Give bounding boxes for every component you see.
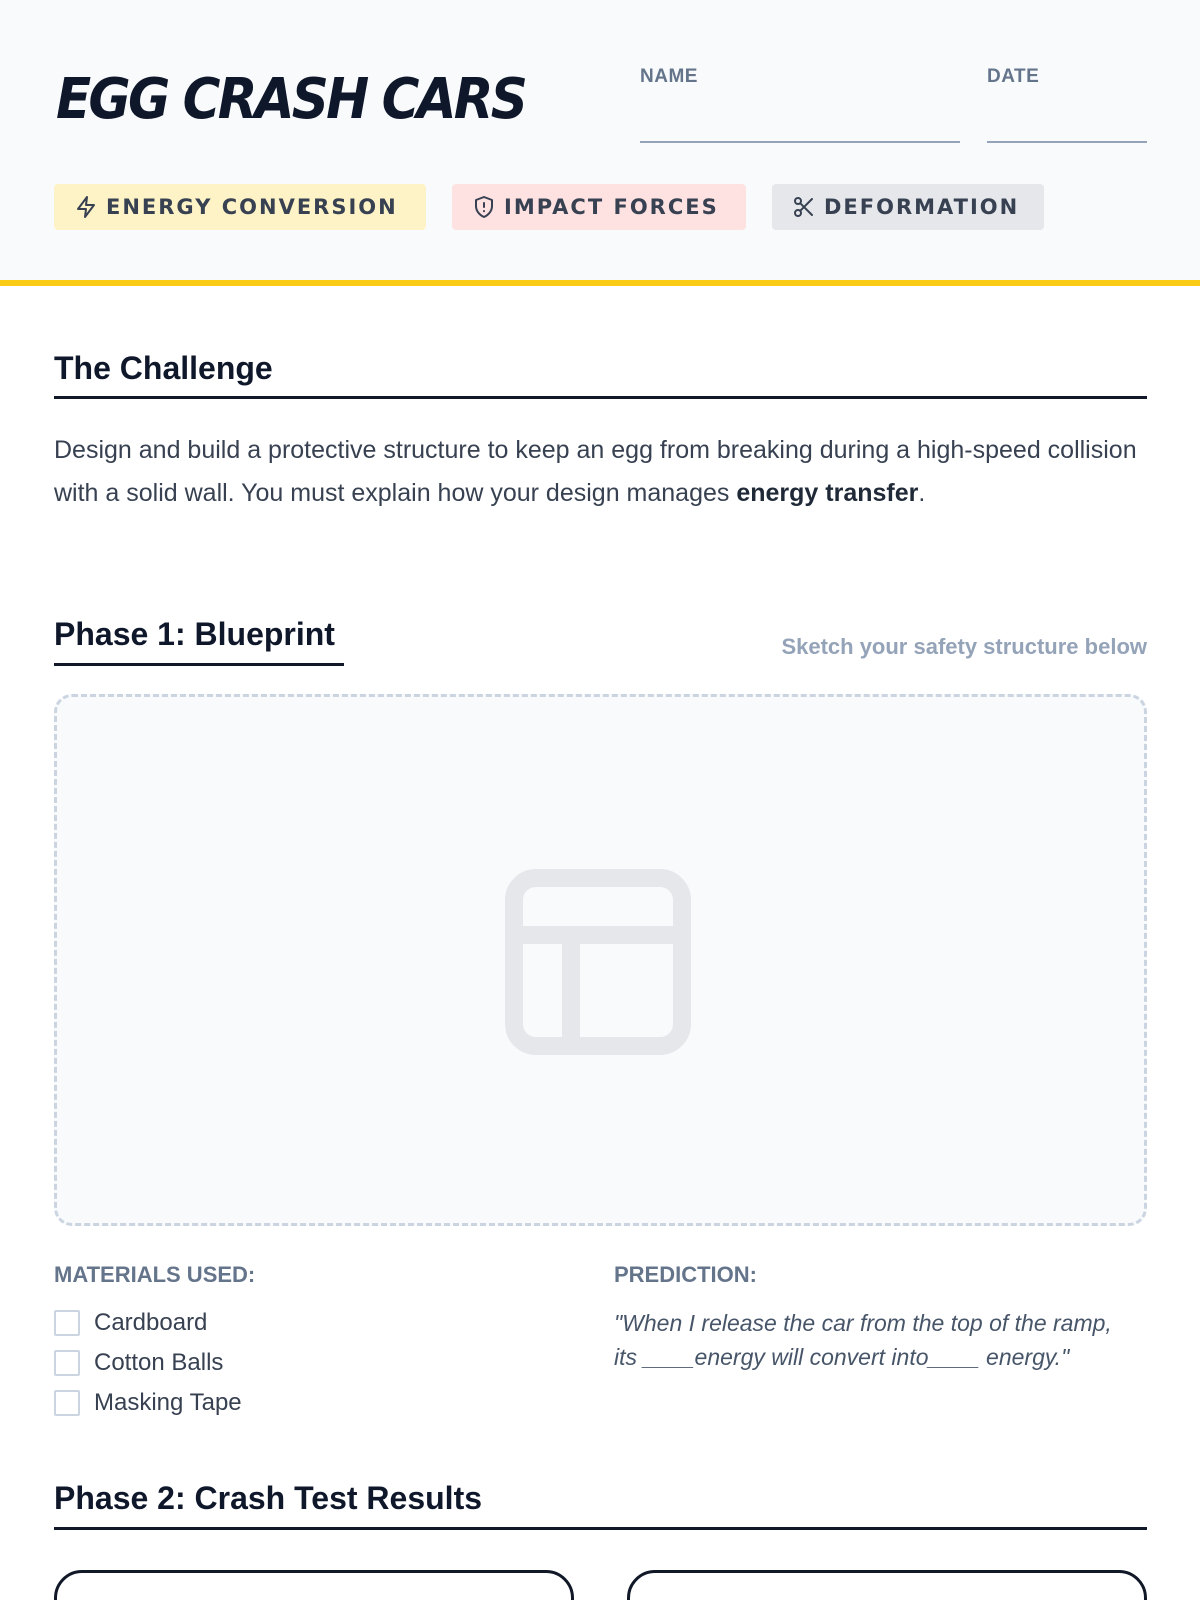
material-item[interactable] [54, 1348, 223, 1378]
challenge-text-emphasis: energy transfer [736, 479, 919, 507]
challenge-text-part: Design and build a protective structure to keep an egg from breaking during a high-speed collision with a solid wall. You must explain how your design manages [54, 436, 1137, 507]
tag-impact-forces [452, 184, 746, 230]
material-item[interactable] [54, 1388, 242, 1418]
worksheet-header [0, 0, 1200, 286]
layout-icon [505, 869, 691, 1055]
challenge-divider [54, 396, 1147, 399]
tag-energy-conversion [54, 184, 426, 230]
phase2-divider [54, 1527, 1147, 1530]
tag-label: DEFORMATION [824, 195, 1020, 219]
materials-label: MATERIALS USED: [54, 1262, 256, 1287]
prediction-text: "When I release the car from the top of the ramp, its ____energy will convert into____ energy." [614, 1310, 1112, 1370]
material-item[interactable] [54, 1308, 207, 1338]
phase1-heading: Phase 1: Blueprint [54, 616, 335, 652]
checkbox[interactable] [54, 1350, 80, 1376]
checkbox[interactable] [54, 1310, 80, 1336]
phase2-heading: Phase 2: Crash Test Results [54, 1480, 483, 1516]
lightning-icon [74, 195, 98, 219]
phase1-divider [54, 663, 344, 666]
result-card-right [627, 1570, 1147, 1600]
challenge-heading: The Challenge [54, 350, 273, 386]
challenge-text [54, 429, 1154, 515]
shield-icon [472, 195, 496, 219]
tag-label: ENERGY CONVERSION [106, 195, 398, 219]
date-label: DATE [987, 66, 1040, 87]
date-field[interactable] [987, 141, 1147, 143]
tag-deformation [772, 184, 1044, 230]
material-label: Masking Tape [94, 1389, 242, 1416]
checkbox[interactable] [54, 1390, 80, 1416]
result-card-left [54, 1570, 574, 1600]
prediction-label: PREDICTION: [614, 1262, 757, 1287]
material-label: Cardboard [94, 1309, 208, 1336]
sketch-hint: Sketch your safety structure below [781, 634, 1147, 659]
tag-label: IMPACT FORCES [504, 195, 719, 219]
name-label: NAME [640, 66, 698, 87]
scissors-icon [792, 195, 816, 219]
challenge-text-part: . [918, 479, 926, 507]
name-field[interactable] [640, 141, 960, 143]
worksheet-title: EGG CRASH CARS [56, 67, 526, 132]
material-label: Cotton Balls [94, 1349, 224, 1376]
